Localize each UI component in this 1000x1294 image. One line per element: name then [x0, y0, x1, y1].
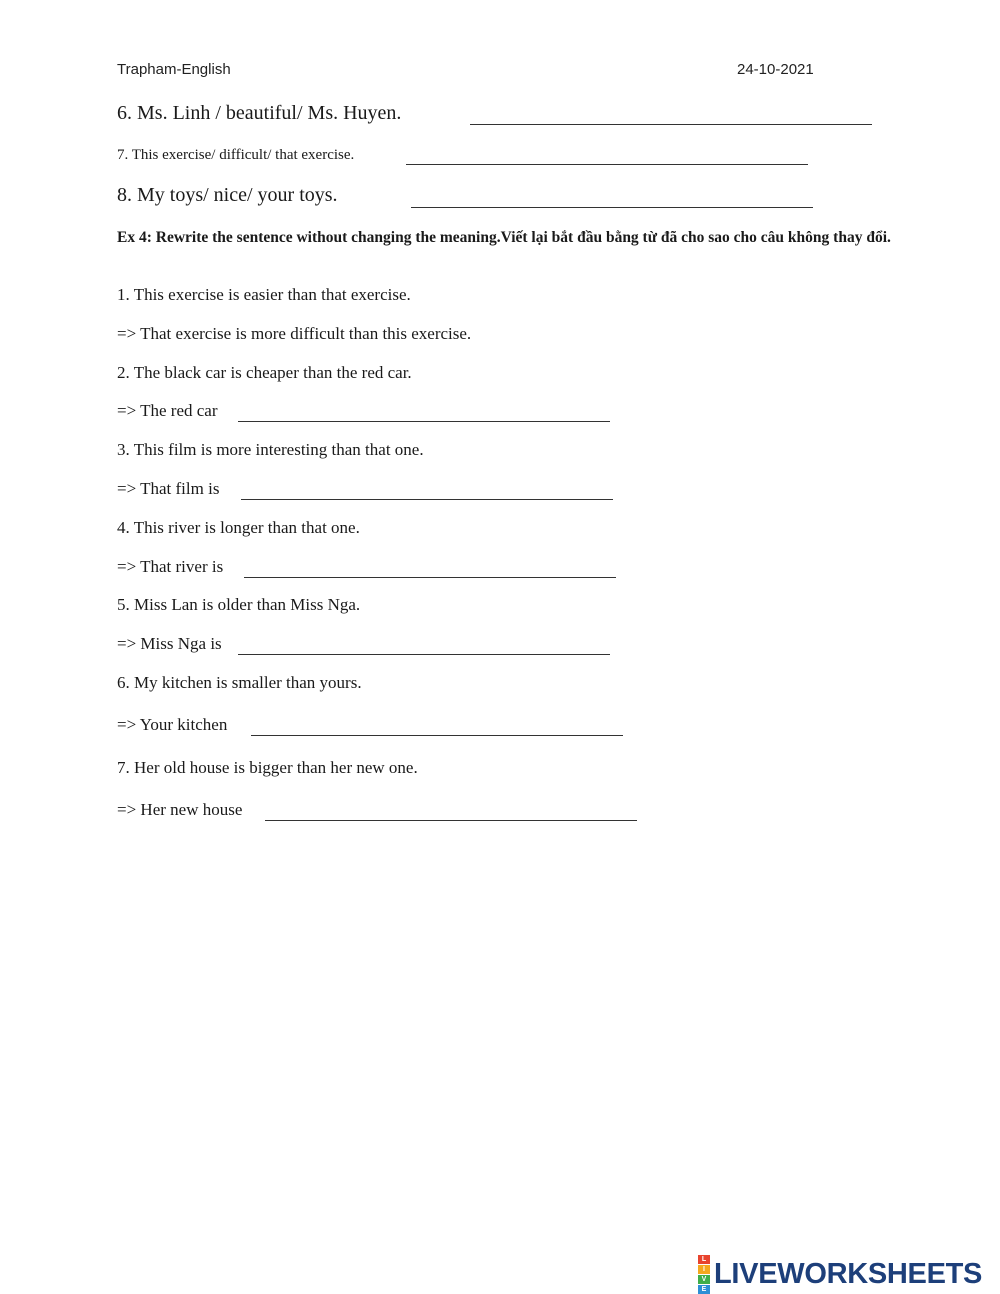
- ex4-sentence-1: 1. This exercise is easier than that exercise.: [117, 285, 411, 304]
- answer-line-top-6[interactable]: [470, 106, 872, 125]
- answer-line-3[interactable]: [241, 481, 613, 500]
- header-left-text: Trapham-English: [117, 61, 231, 78]
- logo-letter-v: V: [698, 1275, 710, 1284]
- ex4-sentence-3: 3. This film is more interesting than that one.: [117, 440, 424, 459]
- top-item-6: 6. Ms. Linh / beautiful/ Ms. Huyen.: [117, 102, 402, 124]
- ex4-sentence-6: 6. My kitchen is smaller than yours.: [117, 673, 362, 692]
- answer-line-4[interactable]: [244, 559, 616, 578]
- logo-mark-icon: [698, 1254, 710, 1294]
- logo-letter-l: L: [698, 1255, 710, 1264]
- ex4-sentence-2: 2. The black car is cheaper than the red car.: [117, 363, 412, 382]
- exercise-4-title: Ex 4: Rewrite the sentence without changing the meaning.Viết lại bắt đầu bằng từ đã cho sao cho câu không thay đổi.: [117, 229, 891, 246]
- answer-line-7[interactable]: [265, 802, 637, 821]
- top-item-8: 8. My toys/ nice/ your toys.: [117, 184, 338, 206]
- ex4-answer-prompt-2: => The red car: [117, 401, 218, 420]
- ex4-sentence-5: 5. Miss Lan is older than Miss Nga.: [117, 595, 361, 614]
- ex4-sentence-7: 7. Her old house is bigger than her new one.: [117, 758, 418, 777]
- logo-letter-e: E: [698, 1285, 710, 1294]
- ex4-answer-prompt-6: => Your kitchen: [117, 715, 228, 734]
- ex4-answer-prompt-3: => That film is: [117, 479, 220, 498]
- header-date: 24-10-2021: [737, 61, 814, 78]
- ex4-sentence-4: 4. This river is longer than that one.: [117, 518, 360, 537]
- logo-letter-i: I: [698, 1265, 710, 1274]
- liveworksheets-logo[interactable]: [698, 1254, 982, 1294]
- top-item-7: 7. This exercise/ difficult/ that exercise.: [117, 147, 355, 163]
- answer-line-top-8[interactable]: [411, 189, 813, 208]
- ex4-answer-prompt-5: => Miss Nga is: [117, 634, 222, 653]
- logo-text: LIVEWORKSHEETS: [714, 1257, 983, 1290]
- ex4-answer-prompt-4: => That river is: [117, 557, 224, 576]
- answer-line-5[interactable]: [238, 636, 610, 655]
- answer-line-6[interactable]: [251, 717, 623, 736]
- answer-line-top-7[interactable]: [406, 146, 808, 165]
- answer-line-2[interactable]: [238, 403, 610, 422]
- ex4-answer-1: => That exercise is more difficult than this exercise.: [117, 324, 472, 343]
- ex4-answer-prompt-7: => Her new house: [117, 800, 243, 819]
